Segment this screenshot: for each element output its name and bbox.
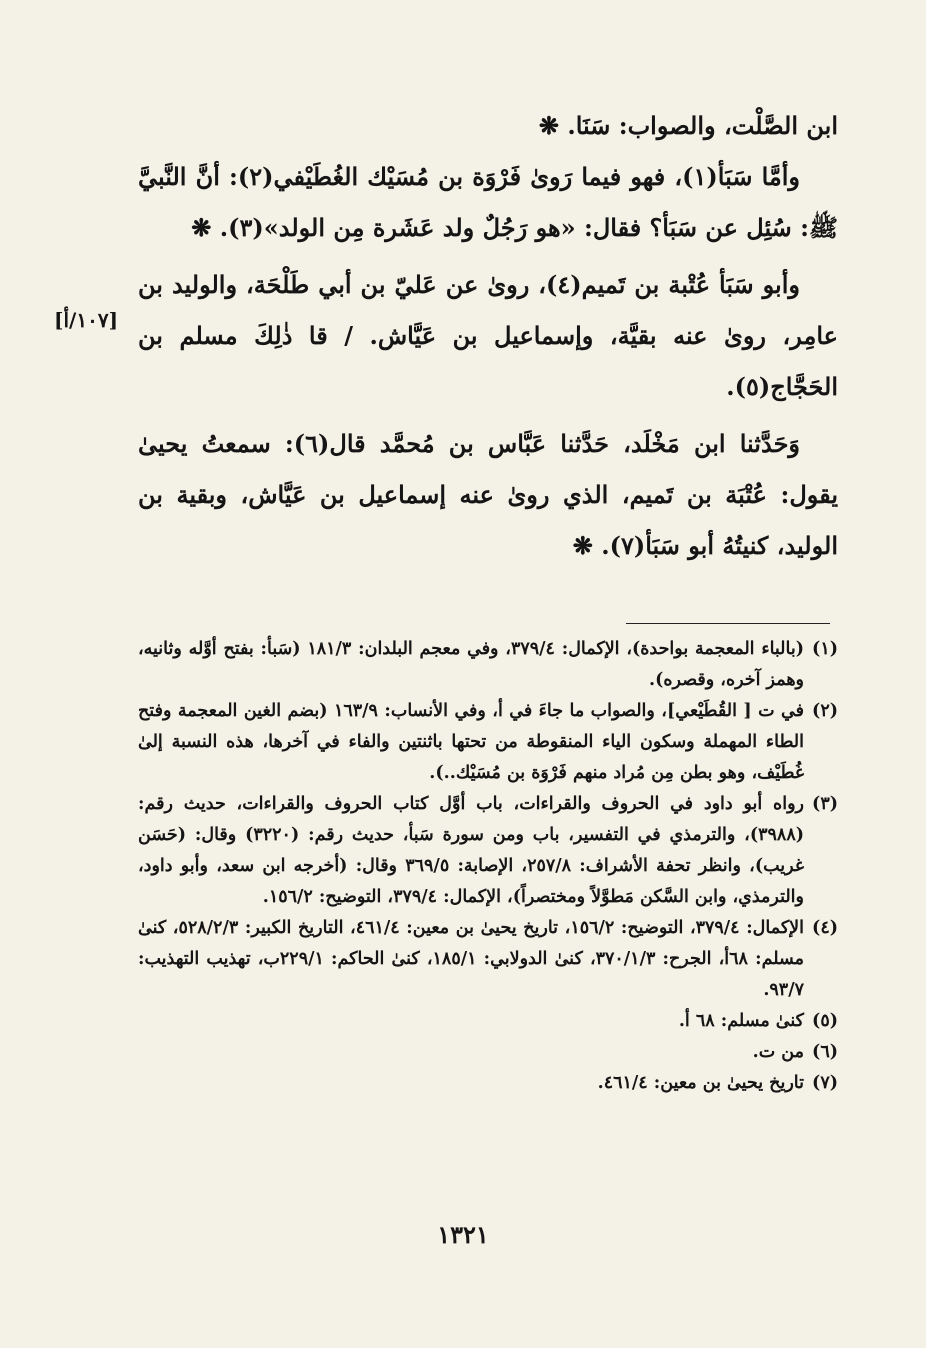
paragraph-2: وأمَّا سَبَأ(١)، فهو فيما رَوىٰ فَرْوَة بن مُسَيْك الغُطَيْفي(٢): أنَّ النَّبيَّ ﷺ: سُئِل عن سَبَأ؟ فقال: «هو رَجُلٌ ولد عَشَرة مِن الولد»(٣). ❋	[138, 162, 838, 242]
footnote-text: (بالباء المعجمة بواحدة)، الإكمال: ٣٧٩/٤، وفي معجم البلدان: ١٨١/٣ (سَبأ: بفتح أوَّله وثانيه، وهمز آخره، وقصره).	[138, 639, 804, 690]
footnote-text: في ت [ القُطَيْعي]، والصواب ما جاءَ في أ، وفي الأنساب: ١٦٣/٩ (بضم الغين المعجمة وفتح الطاء المهملة وسكون الياء المنقوطة من تحتها باثنتين والفاء في آخرها، هذه النسبة إلىٰ غُطَيْف، وهو بطن مِن مُراد منهم فَرْوَة بن مُسَيْك..).	[138, 701, 805, 783]
footnote-number: (٥)	[812, 1011, 838, 1031]
footnotes-section	[138, 634, 838, 1099]
footnote-text: من ت.	[752, 1042, 804, 1062]
paragraph-3: وأبو سَبَأ عُتْبة بن تَميم(٤)، روىٰ عن عَليّ بن أبي طَلْحَة، والوليد بن عامِر، روىٰ عنه بقيَّة، وإسماعيل بن عَيَّاش. / قا ذٰلِكَ مسلم بن الحَجَّاج(٥).	[138, 270, 838, 401]
footnote-5	[138, 1006, 838, 1037]
footnote-3	[138, 789, 838, 913]
footnote-number: (٧)	[812, 1073, 838, 1093]
main-text-body	[138, 100, 838, 571]
page-number: ١٣٢١	[437, 1220, 489, 1249]
footnote-text: كنىٰ مسلم: ٦٨ أ.	[678, 1011, 804, 1031]
footnote-number: (٦)	[812, 1042, 838, 1062]
footnote-separator	[626, 623, 830, 624]
footnote-4	[138, 913, 838, 1006]
manuscript-folio-reference: [١٠٧/أ]	[54, 308, 119, 332]
footnote-number: (٢)	[812, 701, 838, 721]
footnote-2	[138, 696, 838, 789]
footnote-text: رواه أبو داود في الحروف والقراءات، باب أوَّل كتاب الحروف والقراءات، حديث رقم: (٣٩٨٨)، والترمذي في التفسير، باب ومن سورة سَبأ، حديث رقم: (٣٢٢٠) وقال: (حَسَن غريب)، وانظر تحفة الأشراف: ٢٥٧/٨، الإصابة: ٣٦٩/٥ وقال: (أخرجه ابن سعد، وأبو داود، والترمذي، وابن السَّكن مَطوَّلاً ومختصراً)، الإكمال: ٣٧٩/٤، التوضيح: ١٥٦/٢.	[138, 794, 805, 907]
footnote-text: الإكمال: ٣٧٩/٤، التوضيح: ١٥٦/٢، تاريخ يحيىٰ بن معين: ٤٦١/٤، التاريخ الكبير: ٥٢٨/٢/٣، كنىٰ مسلم: ٦٨أ، الجرح: ٣٧٠/١/٣، كنىٰ الدولابي: ١٨٥/١، كنىٰ الحاكم: ٢٢٩/١ب، تهذيب التهذيب: ٩٣/٧.	[138, 918, 804, 1000]
footnote-7	[138, 1068, 838, 1099]
footnote-6	[138, 1037, 838, 1068]
footnote-number: (٤)	[812, 918, 838, 938]
footnote-number: (١)	[812, 639, 838, 659]
footnote-number: (٣)	[812, 794, 838, 814]
footnote-1	[138, 634, 838, 696]
paragraph-4: وَحَدَّثنا ابن مَخْلَد، حَدَّثنا عَبَّاس بن مُحمَّد قال(٦): سمعتُ يحيىٰ يقول: عُتْبَة بن تَميم، الذي روىٰ عنه إسماعيل بن عَيَّاش، وبقية بن الوليد، كنيتُهُ أبو سَبَأ(٧). ❋	[138, 429, 839, 560]
paragraph-1: ابن الصَّلْت، والصواب: سَنَا. ❋	[538, 111, 838, 140]
footnote-text: تاريخ يحيىٰ بن معين: ٤٦١/٤.	[597, 1073, 804, 1093]
